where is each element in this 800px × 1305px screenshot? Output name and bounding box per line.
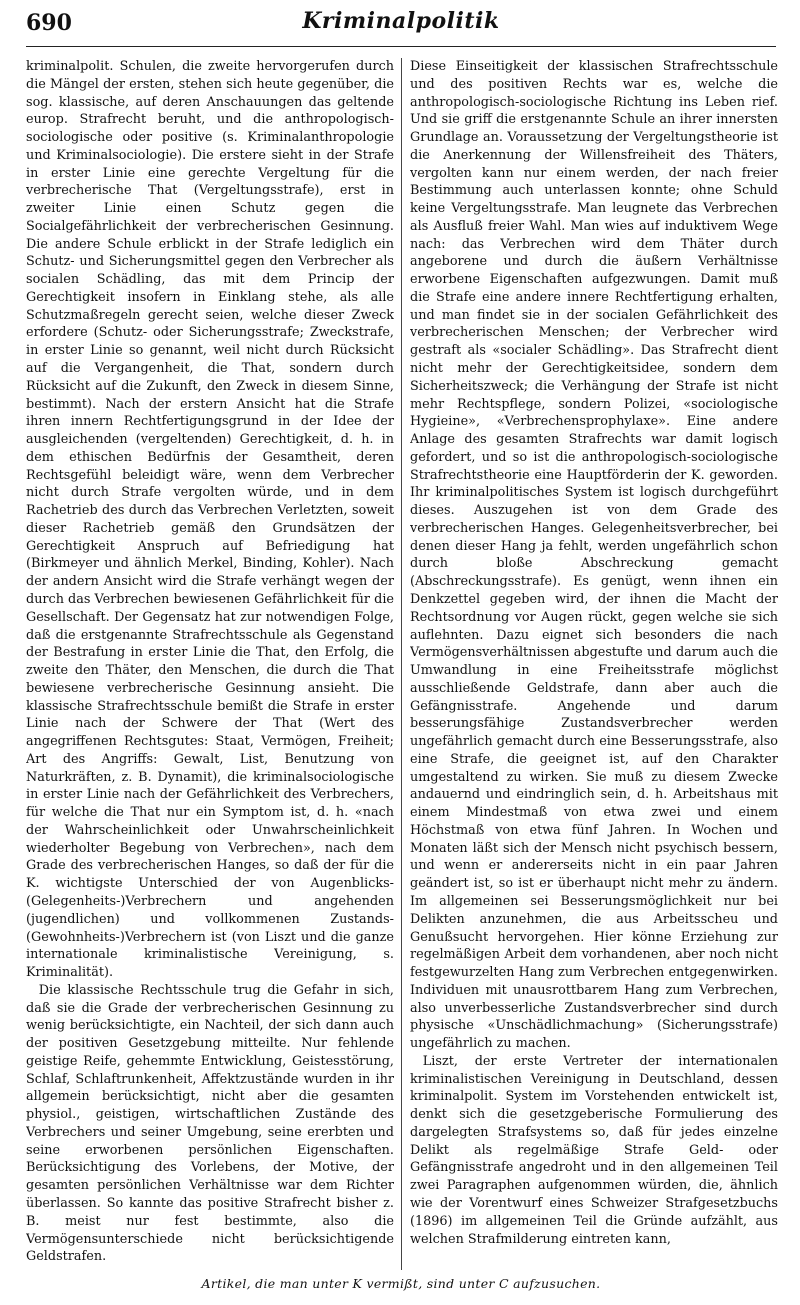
page-number: 690 bbox=[26, 10, 72, 36]
page-header bbox=[26, 6, 776, 44]
column-divider bbox=[401, 58, 402, 1270]
paragraph: Diese Einseitigkeit der klassischen Strafrechtsschule und des positiven Rechts war es, welche die anthropologisch-sociologische Richtung ins Leben rief. Und sie griff die erstgenannte Schule an ihrer innersten Grundlage an. Voraussetzung der Vergeltungstheorie ist die Anerkennung der Willensfreiheit des Thäters, vergolten kann nur einem werden, der nach freier Bestimmung auch unterlassen konnte; ohne Schuld keine Vergeltungsstrafe. Man leugnete das Verbrechen als Ausfluß freier Wahl. Man wies auf induktivem Wege nach: das Verbrechen wird dem Thäter durch angeborene und durch die äußern Verhältnisse erworbene Eigenschaften aufgezwungen. Damit muß die Strafe eine andere innere Rechtfertigung erhalten, und man findet sie in der socialen Gefährlichkeit des verbrecherischen Menschen; der Verbrecher wird gestraft als «socialer Schädling». Das Strafrecht dient nicht mehr der Gerechtigkeitsidee, sondern dem Sicherheitszweck; die Verhängung der Strafe ist nicht mehr Rechtspflege, sondern Polizei, «sociologische Hygieine», «Verbrechensprophylaxe». Eine andere Anlage des gesamten Strafrechts war damit logisch gefordert, und so ist die anthropologisch-sociologische Strafrechtstheorie eine Hauptförderin der K. geworden. Ihr kriminalpolitisches System ist logisch durchgeführt dieses. Auszugehen ist von dem Grade des verbrecherischen Hanges. Gelegenheitsverbrecher, bei denen dieser Hang ja fehlt, werden ungefährlich schon durch bloße Abschreckung gemacht (Abschreckungsstrafe). Es genügt, wenn ihnen ein Denkzettel gegeben wird, der ihnen die Macht der Rechtsordnung vor Augen rückt, gegen welche sie sich auflehnten. Dazu eignet sich besonders die nach Vermögensverhältnissen abgestufte und darum auch die Umwandlung in eine Freiheitsstrafe möglichst ausschließende Geldstrafe, dann aber auch die Gefängnisstrafe. Angehende und darum besserungsfähige Zustandsverbrecher werden ungefährlich gemacht durch eine Besserungsstrafe, also eine Strafe, die geeignet ist, auf den Charakter umgestaltend zu wirken. Sie muß zu diesem Zwecke andauernd und eindringlich sein, d. h. Arbeitshaus mit einem Mindestmaß von etwa zwei und einem Höchstmaß von etwa fünf Jahren. In Wochen und Monaten läßt sich der Mensch nicht psychisch bessern, und wenn er andererseits nicht in ein paar Jahren geändert ist, so ist er überhaupt nicht mehr zu ändern. Im allgemeinen sei Besserungsmöglichkeit nur bei Delikten anzunehmen, die aus Arbeitsscheu und Genußsucht hervorgehen. Hier könne Erziehung zur regelmäßigen Arbeit dem vorhandenen, aber noch nicht festgewurzelten Hang zum Verbrechen entgegenwirken. Individuen mit unausrottbarem Hang zum Verbrechen, also unverbesserliche Zustandsverbrecher sind durch physische «Unschädlichmachung» (Sicherungsstrafe) ungefährlich zu machen. bbox=[410, 59, 778, 1052]
paragraph: Die klassische Rechtsschule trug die Gefahr in sich, daß sie die Grade der verbrecherischen Gesinnung zu wenig berücksichtigte, ein Nachteil, der sich dann auch der positiven Gesetzgebung mitteilte. Nur fehlende geistige Reife, gehemmte Entwicklung, Geistesstörung, Schlaf, Schlaftrunkenheit, Affektzustände wurden in ihr allgemein berücksichtigt, nicht aber die gesamten physiol., geistigen, wirtschaftlichen Zustände des Verbrechers und seiner Umgebung, seine ererbten und seine erworbenen persönlichen Eigenschaften. Berücksichtigung des Vorlebens, der Motive, der gesamten persönlichen Verhältnisse war dem Richter überlassen. So kannte das positive Strafrecht bisher z. B. meist nur fest bestimmte, also die Vermögensunterschiede nicht berücksichtigende Geldstrafen. bbox=[26, 982, 394, 1265]
paragraph: kriminalpolit. Schulen, die zweite hervorgerufen durch die Mängel der ersten, stehen sich heute gegenüber, die sog. klassische, auf deren Anschauungen das geltende europ. Strafrecht beruht, und die anthropologisch-sociologische oder positive (s. Kriminalanthropologie und Kriminalsociologie). Die erstere sieht in der Strafe in erster Linie eine gerechte Vergeltung für die verbrecherische That (Vergeltungsstrafe), erst in zweiter Linie einen Schutz gegen die Socialgefährlichkeit der verbrecherischen Gesinnung. Die andere Schule erblickt in der Strafe lediglich ein Schutz- und Sicherungsmittel gegen den Verbrecher als socialen Schädling, das mit dem Princip der Gerechtigkeit insofern in Einklang stehe, als alle Schutzmaßregeln gerecht seien, welche dieser Zweck erfordere (Schutz- oder Sicherungsstrafe; Zweckstrafe, in erster Linie so genannt, weil nicht durch Rücksicht auf die Vergangenheit, die That, sondern durch Rücksicht auf die Zukunft, den Zweck in diesem Sinne, bestimmt). Nach der erstern Ansicht hat die Strafe ihren innern Rechtfertigungsgrund in der Idee der ausgleichenden (vergeltenden) Gerechtigkeit, d. h. in dem ethischen Bedürfnis der Gesamtheit, deren Rechtsgefühl beleidigt wäre, wenn dem Verbrecher nicht durch Strafe vergolten würde, und in dem Rachetrieb des durch das Verbrechen Verletzten, soweit dieser Rachetrieb gemäß den Grundsätzen der Gerechtigkeit Anspruch auf Befriedigung hat (Birkmeyer und ähnlich Merkel, Binding, Kohler). Nach der andern Ansicht wird die Strafe verhängt wegen der durch das Verbrechen bewiesenen Gefährlichkeit für die Gesellschaft. Der Gegensatz hat zur notwendigen Folge, daß die erstgenannte Strafrechtsschule als Gegenstand der Bestrafung in erster Linie die That, den Erfolg, die zweite den Thäter, den Menschen, die durch die That bewiesene verbrecherische Gesinnung ansieht. Die klassische Strafrechtsschule bemißt die Strafe in erster Linie nach der Schwere der That (Wert des angegriffenen Rechtsgutes: Staat, Vermögen, Freiheit; Art des Angriffs: Gewalt, List, Benutzung von Naturkräften, z. B. Dynamit), die kriminalsociologische in erster Linie nach der Gefährlichkeit des Verbrechers, für welche die That nur ein Symptom ist, d. h. «nach der Wahrscheinlichkeit oder Unwahrscheinlichkeit wiederholter Begebung von Verbrechen», nach dem Grade des verbrecherischen Hanges, so daß der für die K. wichtigste Unterschied der von Augenblicks-(Gelegenheits-)Verbrechern und angehenden (jugendlichen) und vollkommenen Zustands-(Gewohnheits-)Verbrechern ist (von Liszt und die ganze internationale kriminalistische Vereinigung, s. Kriminalität). bbox=[26, 59, 394, 981]
running-title: Kriminalpolitik bbox=[302, 8, 500, 34]
paragraph: Liszt, der erste Vertreter der internationalen kriminalistischen Vereinigung in Deutschland, dessen kriminalpolit. System im Vorstehenden entwickelt ist, denkt sich die gesetzgeberische Formulierung des dargelegten Strafsystems so, daß für jedes einzelne Delikt als regelmäßige Strafe Geld- oder Gefängnisstrafe angedroht und in den allgemeinen Teil zwei Paragraphen aufgenommen würden, die, ähnlich wie der Vorentwurf eines Schweizer Strafgesetzbuchs (1896) im allgemeinen Teil die Gründe aufzählt, aus welchen Strafmilderung eintreten kann, bbox=[410, 1053, 778, 1247]
header-rule bbox=[26, 46, 776, 47]
footer-note: Artikel, die man unter K vermißt, sind unter C aufzusuchen. bbox=[201, 1276, 601, 1291]
left-column bbox=[26, 58, 394, 1271]
right-column bbox=[410, 58, 778, 1271]
